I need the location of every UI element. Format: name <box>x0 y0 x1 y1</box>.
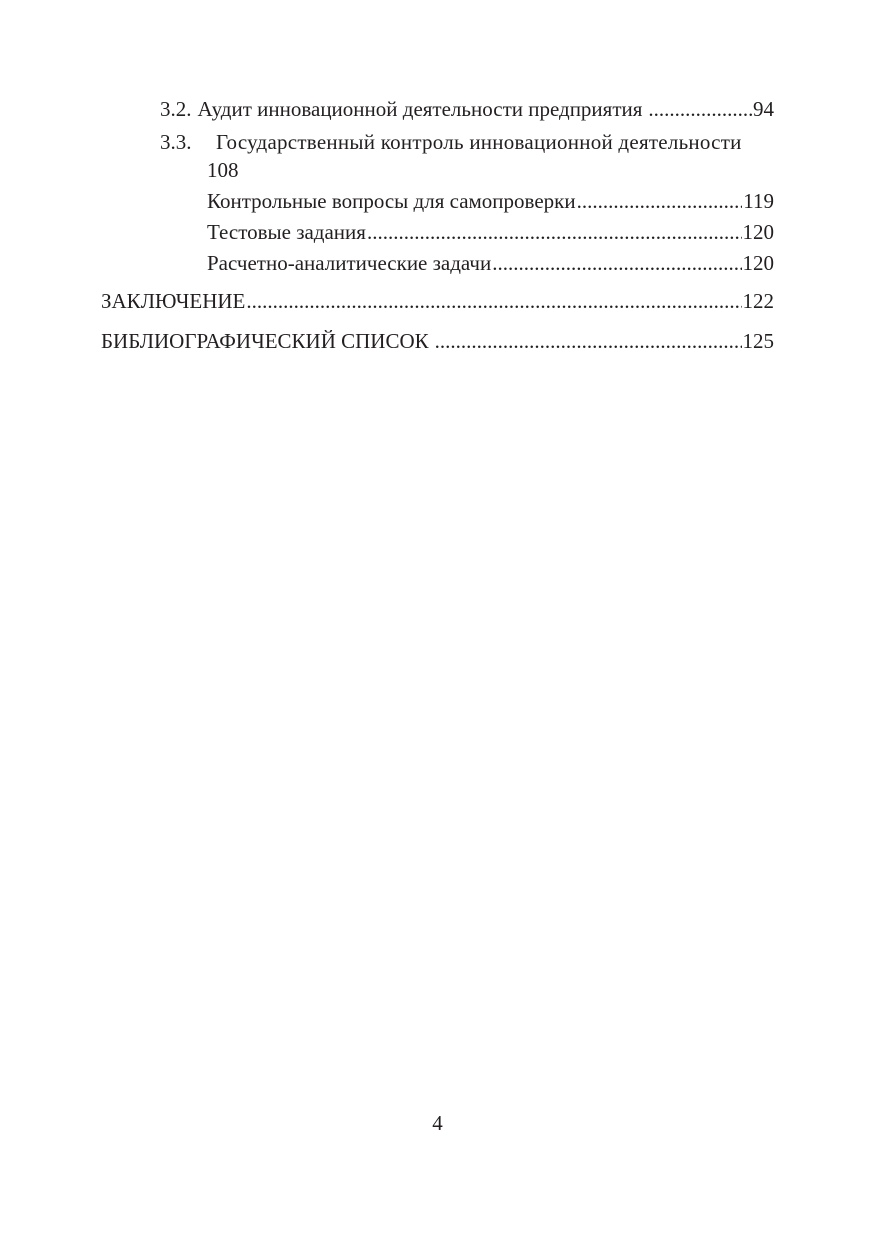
dot-leader <box>435 328 742 354</box>
toc-entry-3-3[interactable] <box>160 129 774 155</box>
page-number: 4 <box>432 1111 443 1135</box>
dot-leader <box>492 250 741 276</box>
toc-entry-title: Аудит инновационной деятельности предприятия <box>197 97 643 121</box>
toc-entry-3-3-page-line <box>207 157 239 183</box>
toc-entry-tests[interactable] <box>207 219 774 245</box>
toc-entry-tasks[interactable] <box>207 250 774 276</box>
toc-entry-number: 3.3. <box>160 130 192 154</box>
toc-entry-title: Расчетно-аналитические задачи <box>207 251 492 275</box>
toc-entry-page: 122 <box>742 289 774 313</box>
toc-entry-title: БИБЛИОГРАФИЧЕСКИЙ СПИСОК <box>101 329 429 353</box>
toc-entry-conclusion[interactable] <box>101 288 774 314</box>
toc-entry-page: 108 <box>207 158 239 182</box>
toc-entry-3-2[interactable] <box>160 96 774 122</box>
toc-entry-review-questions[interactable] <box>207 188 774 214</box>
toc-entry-bibliography[interactable] <box>101 328 774 354</box>
dot-leader <box>367 219 742 245</box>
toc-entry-page: 94 <box>753 97 774 121</box>
toc-entry-page: 120 <box>742 251 774 275</box>
toc-entry-title: ЗАКЛЮЧЕНИЕ <box>101 289 246 313</box>
toc-entry-page: 120 <box>742 220 774 244</box>
dot-leader <box>577 188 743 214</box>
dot-leader <box>246 288 741 314</box>
toc-entry-page: 119 <box>743 189 774 213</box>
toc-entry-number: 3.2. <box>160 97 192 121</box>
dot-leader <box>648 96 752 122</box>
toc-entry-title: Государственный контроль инновационной деятельности <box>216 130 742 154</box>
toc-entry-title: Контрольные вопросы для самопроверки <box>207 189 576 213</box>
toc-entry-page: 125 <box>742 329 774 353</box>
toc-entry-title: Тестовые задания <box>207 220 366 244</box>
